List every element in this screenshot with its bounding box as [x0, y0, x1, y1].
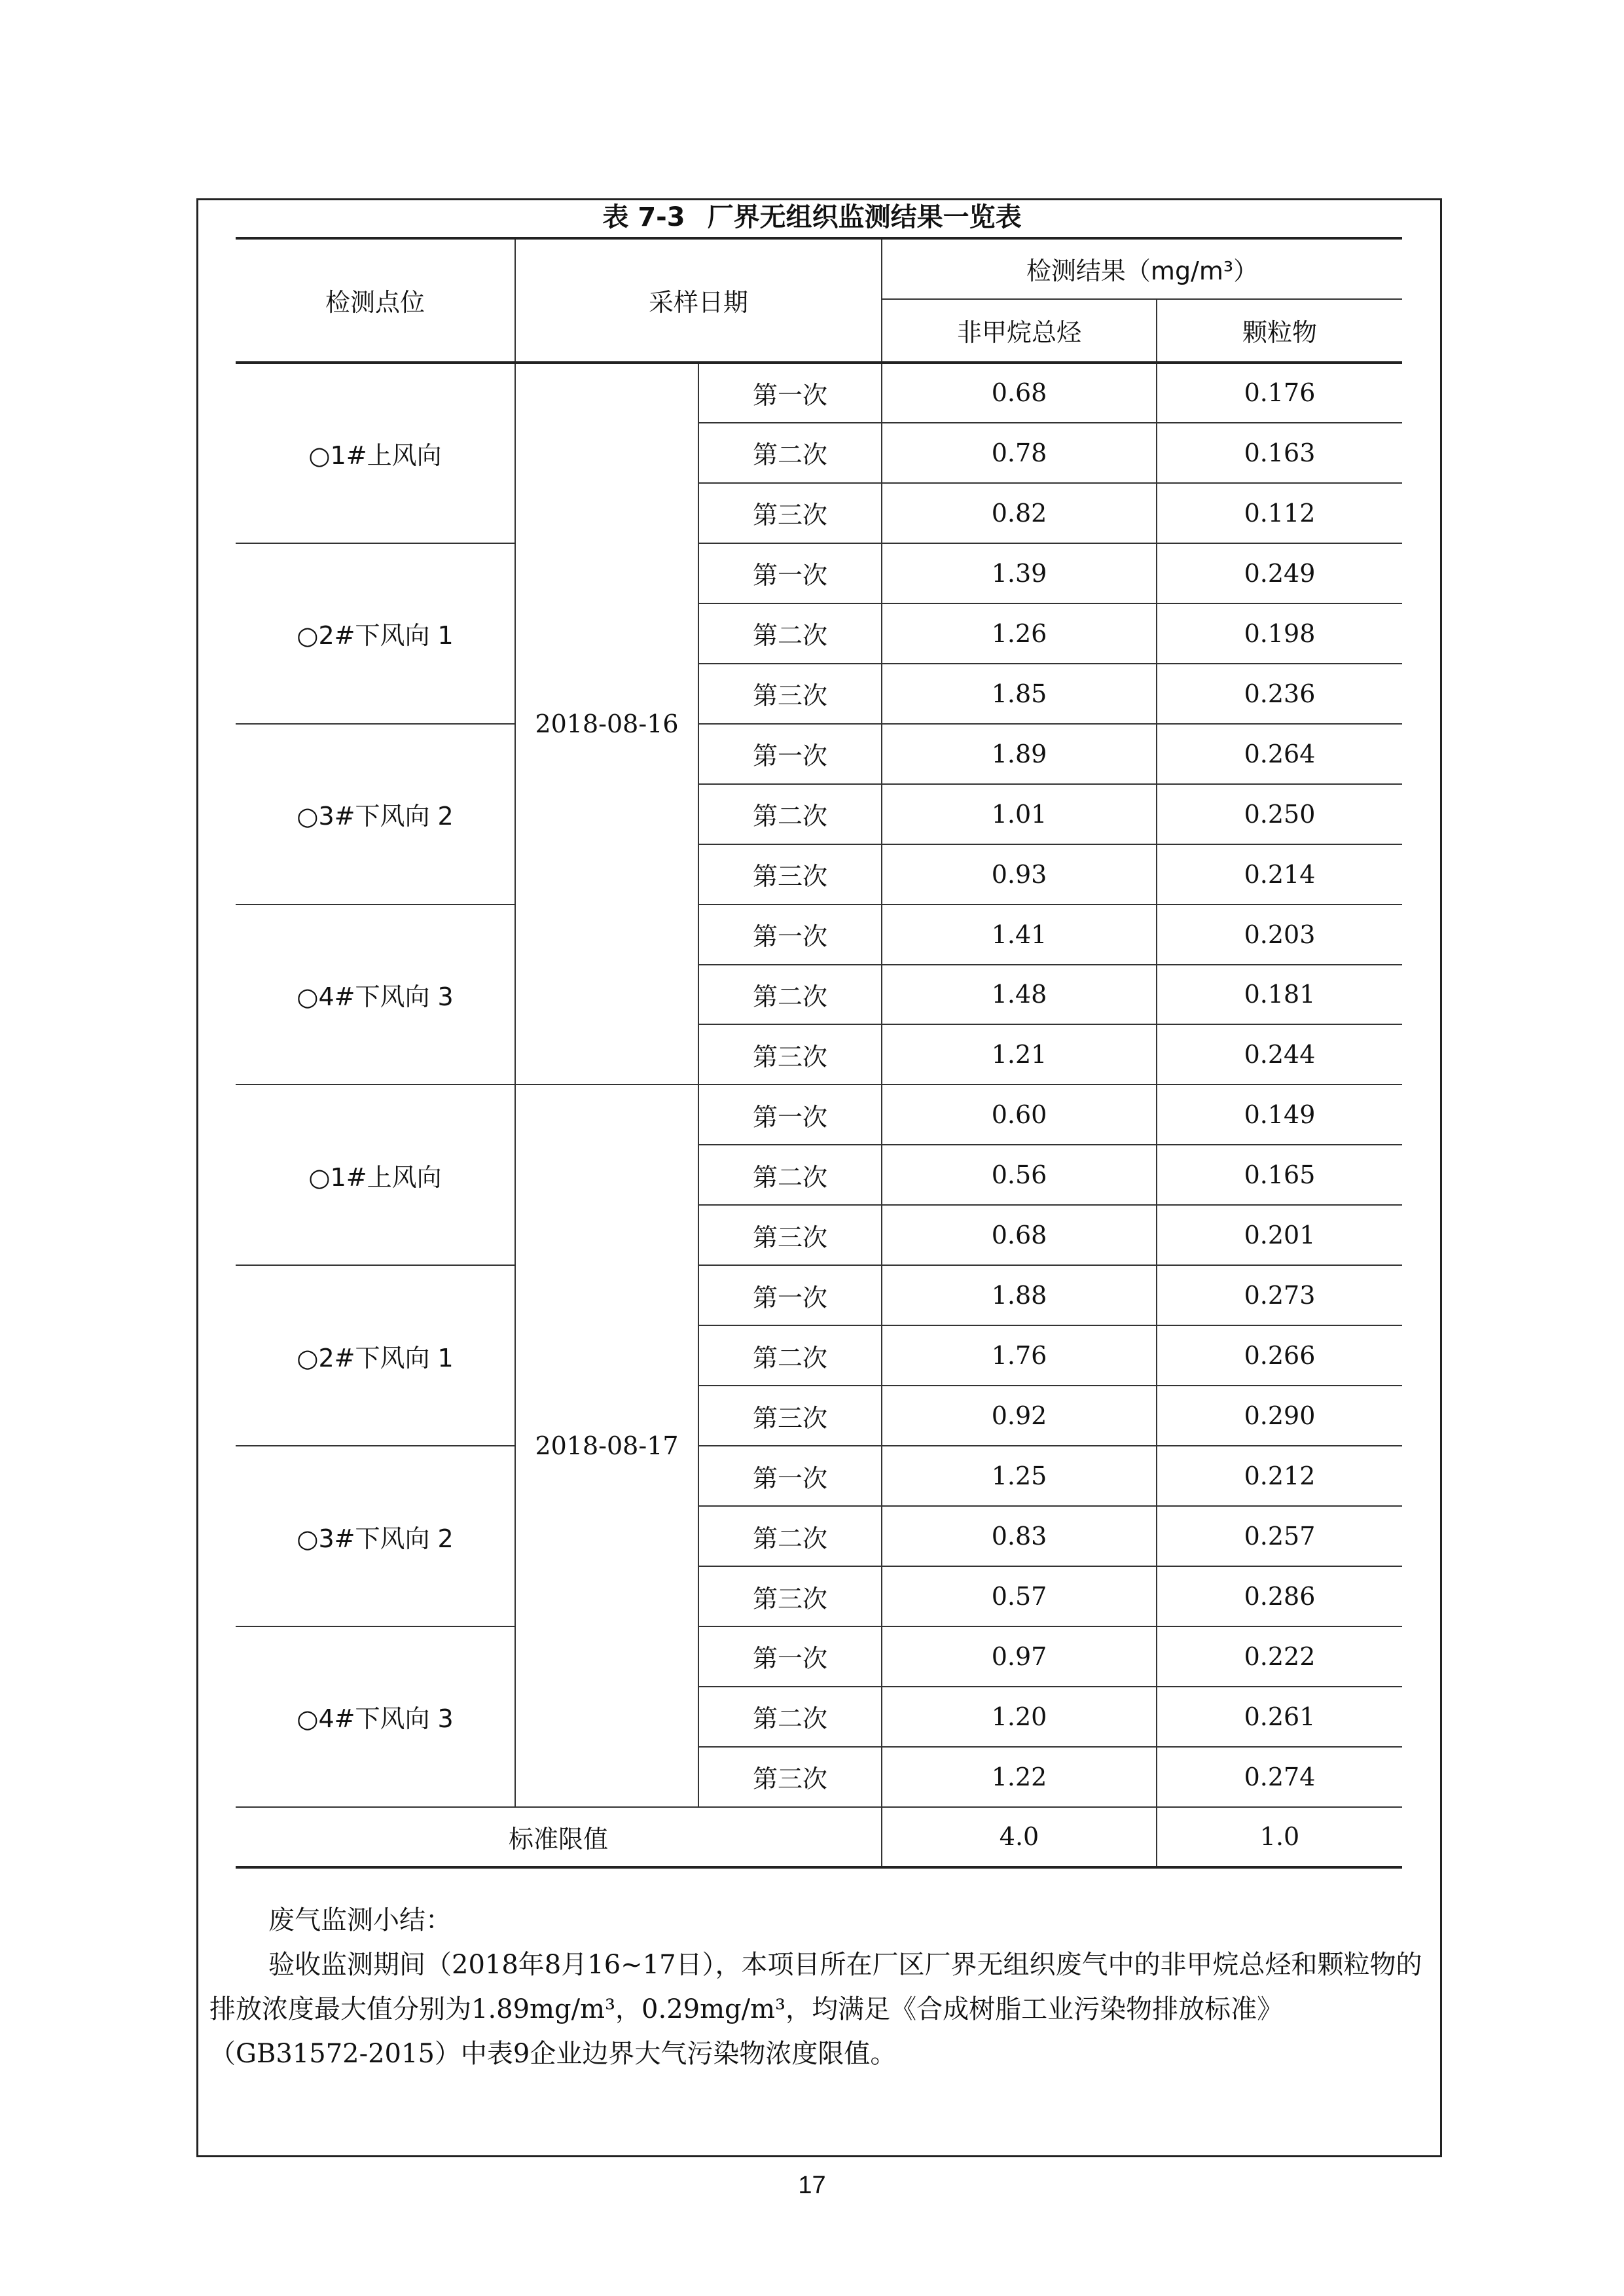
- cell-nmhc-value: 0.92: [882, 1386, 1157, 1446]
- cell-sample-time: 第二次: [698, 423, 882, 483]
- header-nmhc: 非甲烷总烃: [882, 299, 1157, 363]
- cell-nmhc-value: 1.21: [882, 1024, 1157, 1085]
- cell-sample-time: 第三次: [698, 1747, 882, 1807]
- cell-date: 2018-08-17: [515, 1085, 698, 1806]
- cell-nmhc-value: 1.41: [882, 905, 1157, 965]
- cell-pm-value: 0.290: [1157, 1386, 1402, 1446]
- cell-sample-time: 第三次: [698, 1386, 882, 1446]
- cell-sample-time: 第一次: [698, 905, 882, 965]
- cell-sample-time: 第二次: [698, 1687, 882, 1747]
- cell-pm-value: 0.181: [1157, 965, 1402, 1025]
- cell-pm-value: 0.163: [1157, 423, 1402, 483]
- cell-sample-time: 第一次: [698, 1626, 882, 1687]
- cell-nmhc-value: 0.68: [882, 363, 1157, 423]
- cell-nmhc-value: 1.76: [882, 1325, 1157, 1386]
- cell-pm-value: 0.214: [1157, 844, 1402, 905]
- limit-label: 标准限值: [236, 1807, 882, 1867]
- cell-nmhc-value: 1.88: [882, 1265, 1157, 1325]
- cell-sample-time: 第三次: [698, 664, 882, 724]
- table-row: [236, 724, 1402, 784]
- cell-pm-value: 0.149: [1157, 1085, 1402, 1145]
- table-row: [236, 1446, 1402, 1506]
- cell-sample-time: 第三次: [698, 483, 882, 543]
- table-row: [236, 363, 1402, 423]
- cell-sample-time: 第三次: [698, 1024, 882, 1085]
- cell-nmhc-value: 0.97: [882, 1626, 1157, 1687]
- cell-pm-value: 0.201: [1157, 1205, 1402, 1265]
- cell-pm-value: 0.250: [1157, 784, 1402, 844]
- cell-point: ○2#下风向 1: [236, 1265, 515, 1446]
- cell-pm-value: 0.244: [1157, 1024, 1402, 1085]
- cell-point: ○3#下风向 2: [236, 1446, 515, 1626]
- cell-pm-value: 0.273: [1157, 1265, 1402, 1325]
- cell-pm-value: 0.112: [1157, 483, 1402, 543]
- cell-nmhc-value: 0.56: [882, 1145, 1157, 1205]
- monitoring-results-table: [236, 237, 1402, 1869]
- cell-sample-time: 第三次: [698, 844, 882, 905]
- summary-body: 验收监测期间（2018年8月16~17日），本项目所在厂区厂界无组织废气中的非甲烷总烃和颗粒物的排放浓度最大值分别为1.89mg/m³，0.29mg/m³，均满足《合成树脂工业污染物排放标准》（GB31572-2015）中表9企业边界大气污染物浓度限值。: [209, 1950, 1422, 2069]
- summary-section: [209, 1898, 1427, 2076]
- table-caption: [0, 198, 1624, 237]
- cell-point: ○1#上风向: [236, 1085, 515, 1265]
- cell-nmhc-value: 0.57: [882, 1566, 1157, 1626]
- cell-point: ○3#下风向 2: [236, 724, 515, 905]
- cell-nmhc-value: 0.78: [882, 423, 1157, 483]
- cell-point: ○1#上风向: [236, 363, 515, 543]
- cell-pm-value: 0.176: [1157, 363, 1402, 423]
- cell-nmhc-value: 1.01: [882, 784, 1157, 844]
- cell-pm-value: 0.222: [1157, 1626, 1402, 1687]
- cell-point: ○2#下风向 1: [236, 543, 515, 724]
- cell-date: 2018-08-16: [515, 363, 698, 1085]
- cell-sample-time: 第二次: [698, 1506, 882, 1566]
- cell-sample-time: 第一次: [698, 1085, 882, 1145]
- cell-sample-time: 第二次: [698, 784, 882, 844]
- table-row: [236, 1626, 1402, 1687]
- limit-pm: 1.0: [1157, 1807, 1402, 1867]
- cell-sample-time: 第一次: [698, 1265, 882, 1325]
- cell-pm-value: 0.198: [1157, 603, 1402, 664]
- cell-nmhc-value: 1.85: [882, 664, 1157, 724]
- cell-nmhc-value: 1.48: [882, 965, 1157, 1025]
- cell-sample-time: 第一次: [698, 724, 882, 784]
- page-number: 17: [798, 2172, 826, 2199]
- header-result: 检测结果（mg/m³）: [882, 238, 1402, 299]
- cell-sample-time: 第三次: [698, 1566, 882, 1626]
- cell-nmhc-value: 1.39: [882, 543, 1157, 603]
- cell-sample-time: 第二次: [698, 1325, 882, 1386]
- table-row: [236, 905, 1402, 965]
- table-row: [236, 1265, 1402, 1325]
- cell-nmhc-value: 1.20: [882, 1687, 1157, 1747]
- cell-pm-value: 0.257: [1157, 1506, 1402, 1566]
- cell-sample-time: 第三次: [698, 1205, 882, 1265]
- cell-pm-value: 0.266: [1157, 1325, 1402, 1386]
- cell-nmhc-value: 1.89: [882, 724, 1157, 784]
- cell-nmhc-value: 1.26: [882, 603, 1157, 664]
- cell-pm-value: 0.203: [1157, 905, 1402, 965]
- table-title: 厂界无组织监测结果一览表: [707, 202, 1022, 232]
- summary-heading: 废气监测小结：: [268, 1905, 452, 1935]
- cell-nmhc-value: 1.25: [882, 1446, 1157, 1506]
- table-number: 表 7-3: [602, 202, 685, 232]
- header-date: 采样日期: [515, 238, 882, 363]
- cell-pm-value: 0.274: [1157, 1747, 1402, 1807]
- cell-sample-time: 第二次: [698, 965, 882, 1025]
- header-pm: 颗粒物: [1157, 299, 1402, 363]
- cell-pm-value: 0.249: [1157, 543, 1402, 603]
- cell-nmhc-value: 0.68: [882, 1205, 1157, 1265]
- cell-sample-time: 第一次: [698, 363, 882, 423]
- limit-nmhc: 4.0: [882, 1807, 1157, 1867]
- cell-pm-value: 0.261: [1157, 1687, 1402, 1747]
- cell-nmhc-value: 0.83: [882, 1506, 1157, 1566]
- cell-pm-value: 0.165: [1157, 1145, 1402, 1205]
- cell-pm-value: 0.264: [1157, 724, 1402, 784]
- cell-sample-time: 第一次: [698, 1446, 882, 1506]
- cell-point: ○4#下风向 3: [236, 1626, 515, 1807]
- table-row: [236, 1085, 1402, 1145]
- cell-point: ○4#下风向 3: [236, 905, 515, 1085]
- cell-pm-value: 0.212: [1157, 1446, 1402, 1506]
- header-point: 检测点位: [236, 238, 515, 363]
- limit-row: [236, 1807, 1402, 1867]
- cell-pm-value: 0.236: [1157, 664, 1402, 724]
- cell-sample-time: 第一次: [698, 543, 882, 603]
- cell-nmhc-value: 0.60: [882, 1085, 1157, 1145]
- cell-sample-time: 第二次: [698, 603, 882, 664]
- table-row: [236, 543, 1402, 603]
- cell-nmhc-value: 1.22: [882, 1747, 1157, 1807]
- cell-pm-value: 0.286: [1157, 1566, 1402, 1626]
- cell-nmhc-value: 0.82: [882, 483, 1157, 543]
- cell-nmhc-value: 0.93: [882, 844, 1157, 905]
- cell-sample-time: 第二次: [698, 1145, 882, 1205]
